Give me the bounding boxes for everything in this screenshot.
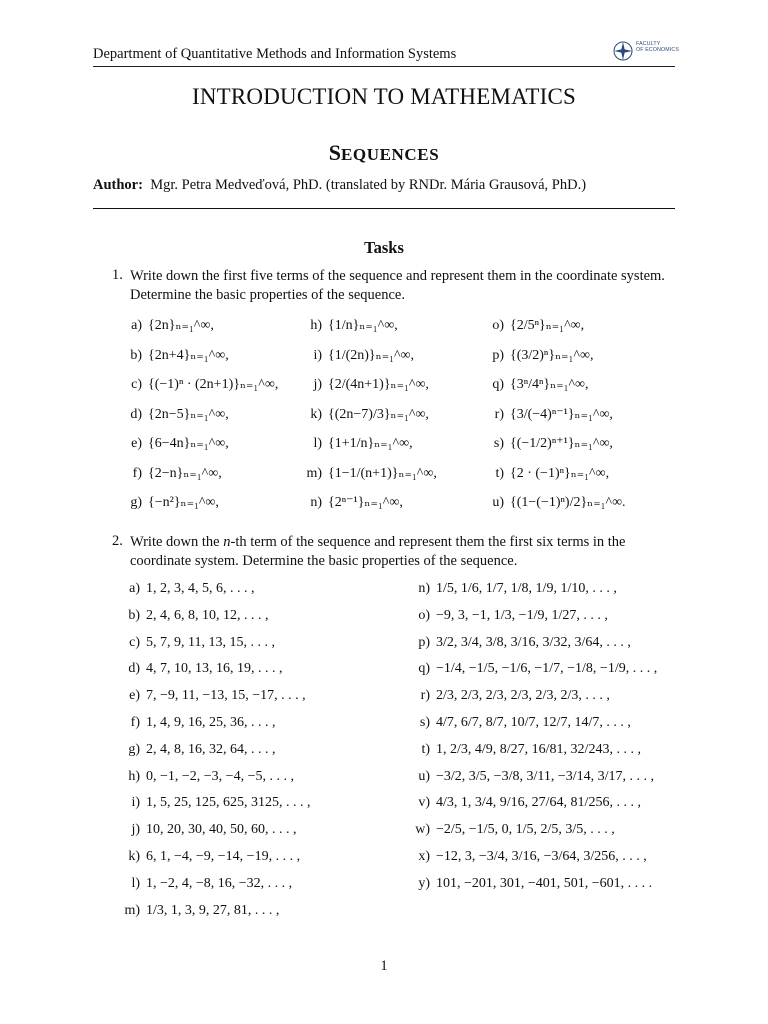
task-2-item-expression: −9, 3, −1, 1/3, −1/9, 1/27, . . . ,: [436, 607, 608, 623]
task-1-item: [116, 463, 222, 485]
task-2-item: [406, 846, 647, 868]
task-1-item-expression: {1/n}ₙ₌₁^∞,: [328, 318, 398, 333]
task-1-item-label: f): [132, 465, 142, 481]
task-2-item-label: w): [415, 822, 430, 838]
task-1-item: [116, 404, 229, 426]
task-1-item-label: i): [313, 347, 322, 363]
task-1-number: 1.: [112, 267, 123, 283]
task-2-item-label: g): [128, 741, 140, 757]
task-1-item: [478, 345, 593, 367]
task-1-item: [116, 374, 278, 396]
task-2-item: [116, 819, 297, 841]
task-2-item-expression: 4/7, 6/7, 8/7, 10/7, 12/7, 14/7, . . . ,: [436, 715, 631, 730]
task-1-item: [296, 404, 429, 426]
task-2-item-label: j): [131, 822, 140, 838]
faculty-logo: [612, 40, 692, 66]
task-1-item-expression: {2ⁿ⁻¹}ₙ₌₁^∞,: [328, 495, 403, 510]
task-1-item-expression: {(3/2)ⁿ}ₙ₌₁^∞,: [510, 347, 594, 363]
task-2-item-expression: 2, 4, 6, 8, 10, 12, . . . ,: [146, 607, 269, 623]
task-1-item: [296, 374, 429, 396]
task-2-item: [116, 658, 283, 680]
author-label: Author:: [93, 177, 143, 193]
task-2-item-label: m): [124, 902, 140, 918]
section-title-rest: EQUENCES: [340, 145, 440, 164]
task-2-item: [116, 578, 255, 600]
task-1-item-label: u): [492, 495, 504, 510]
task-2-item: [406, 819, 615, 841]
task-1-item-expression: {(−1)ⁿ · (2n+1)}ₙ₌₁^∞,: [148, 377, 279, 392]
task-1-text: Write down the first five terms of the sequence and represent them in the coordinate system. Determine the basic properties of the sequence.: [130, 268, 665, 303]
task-2-item-expression: 1, 2/3, 4/9, 8/27, 16/81, 32/243, . . . ,: [436, 741, 641, 757]
task-1-item-label: r): [494, 406, 504, 422]
task-1-item: [478, 463, 609, 485]
task-2-item: [116, 605, 269, 627]
task-2-item: [116, 873, 292, 895]
task-2-item-expression: −2/5, −1/5, 0, 1/5, 2/5, 3/5, . . . ,: [436, 822, 615, 838]
task-1-item-label: g): [130, 495, 142, 510]
logo-line-2: OF ECONOMICS: [636, 47, 680, 53]
section-title: [93, 140, 675, 166]
task-2-text-before: Write down the: [130, 534, 224, 550]
task-2-item: [116, 846, 300, 868]
task-1-item-expression: {3/(−4)ⁿ⁻¹}ₙ₌₁^∞,: [510, 406, 613, 422]
task-1-item-expression: {(1−(−1)ⁿ)/2}ₙ₌₁^∞.: [510, 495, 626, 510]
task-2-item-expression: −3/2, 3/5, −3/8, 3/11, −3/14, 3/17, . . . ,: [436, 768, 655, 784]
task-2-item-label: n): [418, 581, 430, 596]
task-1-item: [478, 374, 589, 396]
task-2-item-label: k): [128, 849, 140, 864]
task-2-item-label: v): [418, 795, 430, 811]
task-1-item-label: b): [130, 347, 142, 363]
task-2-item: [406, 578, 617, 600]
task-2-item: [116, 632, 275, 654]
task-1-item: [296, 463, 437, 485]
task-2-item: [116, 900, 279, 922]
task-2-item-expression: 4/3, 1, 3/4, 9/16, 27/64, 81/256, . . . ,: [436, 795, 641, 811]
task-2-item-label: d): [128, 661, 140, 677]
task-1-item-expression: {2/(4n+1)}ₙ₌₁^∞,: [328, 377, 429, 392]
compass-icon: [612, 40, 634, 62]
task-1-item-label: j): [313, 377, 322, 392]
task-2-text-after: -th term of the sequence and represent them the first six terms in the coordinate system. Determine the basic properties of the sequence.: [130, 534, 626, 569]
task-2-item: [116, 792, 311, 814]
task-2-item-label: o): [418, 607, 430, 623]
task-1-item-label: o): [492, 318, 504, 333]
task-1-item-expression: {2−n}ₙ₌₁^∞,: [148, 465, 222, 481]
task-2-item-expression: −1/4, −1/5, −1/6, −1/7, −1/8, −1/9, . . . ,: [436, 661, 658, 677]
task-2-item-label: t): [421, 741, 430, 757]
task-2-item-expression: 1, 5, 25, 125, 625, 3125, . . . ,: [146, 795, 311, 811]
task-1-item: [478, 404, 613, 426]
task-1-item: [116, 492, 219, 514]
task-2-item-expression: 1, 2, 3, 4, 5, 6, . . . ,: [146, 581, 255, 596]
task-1-item: [478, 315, 584, 337]
task-1-item-expression: {1−1/(n+1)}ₙ₌₁^∞,: [328, 465, 437, 481]
task-1-item-expression: {2n}ₙ₌₁^∞,: [148, 318, 214, 333]
header-department: Department of Quantitative Methods and Information Systems: [93, 46, 457, 62]
task-2-item: [406, 605, 608, 627]
task-2-item: [406, 766, 654, 788]
task-2-item-expression: 1, −2, 4, −8, 16, −32, . . . ,: [146, 875, 293, 891]
author-text: Mgr. Petra Medveďová, PhD. (translated by RNDr. Mária Grausová, PhD.): [150, 177, 587, 193]
author-line: [93, 177, 586, 194]
section-title-initial: S: [328, 140, 341, 165]
task-1-item-expression: {6−4n}ₙ₌₁^∞,: [148, 436, 229, 451]
task-1-item-expression: {3ⁿ/4ⁿ}ₙ₌₁^∞,: [510, 377, 589, 392]
task-2-item-expression: 4, 7, 10, 13, 16, 19, . . . ,: [146, 661, 283, 677]
task-2-item-label: a): [129, 581, 140, 596]
task-1-item-expression: {−n²}ₙ₌₁^∞,: [148, 495, 219, 510]
page-number: 1: [380, 958, 388, 974]
task-1-item-label: h): [310, 318, 322, 333]
task-1-item-label: n): [310, 495, 322, 510]
task-2-item-label: r): [420, 688, 430, 704]
task-2-item-label: q): [418, 661, 430, 677]
task-2-item: [406, 739, 641, 761]
task-1-item-expression: {2n+4}ₙ₌₁^∞,: [148, 347, 229, 363]
task-2-item-label: e): [129, 688, 140, 704]
tasks-heading: Tasks: [364, 238, 404, 257]
task-1-item-label: e): [131, 436, 142, 451]
task-2-text: [130, 533, 677, 570]
task-2-item-label: f): [130, 715, 140, 730]
task-2-item-expression: 1/3, 1, 3, 9, 27, 81, . . . ,: [146, 902, 280, 918]
task-1-item-label: c): [131, 377, 142, 392]
task-2-item-expression: 2/3, 2/3, 2/3, 2/3, 2/3, 2/3, . . . ,: [436, 688, 610, 704]
task-2-item-label: h): [128, 768, 140, 784]
task-2-item-label: c): [129, 634, 140, 650]
task-2-item-expression: 1/5, 1/6, 1/7, 1/8, 1/9, 1/10, . . . ,: [436, 581, 617, 596]
task-2-item-label: i): [131, 795, 140, 811]
task-2-text-n: n: [223, 534, 231, 550]
task-2-item-expression: 2, 4, 8, 16, 32, 64, . . . ,: [146, 741, 276, 757]
task-2-item-expression: 7, −9, 11, −13, 15, −17, . . . ,: [146, 688, 306, 704]
task-1-item: [296, 345, 414, 367]
task-1-item-label: l): [313, 436, 322, 451]
task-1-item-label: s): [493, 436, 504, 451]
page-title: INTRODUCTION TO MATHEMATICS: [191, 84, 577, 109]
task-2-item: [406, 632, 631, 654]
task-2-item-label: l): [131, 875, 140, 891]
task-2-item-expression: 3/2, 3/4, 3/8, 3/16, 3/32, 3/64, . . . ,: [436, 634, 631, 650]
task-1-item-expression: {1+1/n}ₙ₌₁^∞,: [328, 436, 413, 451]
task-1-item: [296, 315, 398, 337]
task-2-item: [116, 739, 276, 761]
logo-line-1: FACULTY: [636, 41, 661, 47]
task-1-item-expression: {1/(2n)}ₙ₌₁^∞,: [328, 347, 415, 363]
task-2-item-label: u): [418, 768, 430, 784]
task-1-item-expression: {(2n−7)/3}ₙ₌₁^∞,: [328, 406, 429, 422]
task-2-number: 2.: [112, 533, 123, 549]
task-1-item-label: q): [492, 377, 504, 392]
task-1-item-expression: {2/5ⁿ}ₙ₌₁^∞,: [510, 318, 585, 333]
task-2-item-expression: 6, 1, −4, −9, −14, −19, . . . ,: [146, 849, 301, 864]
task-2-item-expression: 1, 4, 9, 16, 25, 36, . . . ,: [146, 715, 276, 730]
task-1-item-label: a): [131, 318, 142, 333]
task-1-item: [296, 492, 403, 514]
task-1-item-expression: {2 · (−1)ⁿ}ₙ₌₁^∞,: [510, 465, 610, 481]
task-1-item: [116, 345, 229, 367]
task-1-item: [116, 433, 229, 455]
task-1-item-label: m): [306, 465, 322, 481]
task-2-item-label: s): [419, 715, 430, 730]
task-1-item: [116, 315, 214, 337]
task-2-item-label: p): [418, 634, 430, 650]
task-2-item-expression: 101, −201, 301, −401, 501, −601, . . . .: [436, 875, 653, 891]
task-2-item: [116, 685, 306, 707]
task-1-item-label: d): [130, 406, 142, 422]
task-2-item-expression: 0, −1, −2, −3, −4, −5, . . . ,: [146, 768, 294, 784]
task-2-item: [406, 658, 657, 680]
task-2-item-label: x): [418, 849, 430, 864]
task-2-item-label: y): [418, 875, 430, 891]
task-1-item: [478, 492, 626, 514]
task-1-item-expression: {(−1/2)ⁿ⁺¹}ₙ₌₁^∞,: [510, 436, 613, 451]
task-1-item: [296, 433, 413, 455]
task-2-item: [406, 873, 652, 895]
task-2-item: [116, 766, 294, 788]
task-2-item: [406, 792, 641, 814]
task-2-item-label: b): [128, 607, 140, 623]
task-2-item: [116, 712, 276, 734]
task-1-item: [478, 433, 613, 455]
task-1-item-expression: {2n−5}ₙ₌₁^∞,: [148, 406, 229, 422]
task-1-item-label: k): [310, 406, 322, 422]
header-rule: [93, 66, 675, 67]
task-2-item-expression: 5, 7, 9, 11, 13, 15, . . . ,: [146, 634, 275, 650]
task-2-item-expression: −12, 3, −3/4, 3/16, −3/64, 3/256, . . . ,: [436, 849, 647, 864]
task-1-item-label: t): [495, 465, 504, 481]
task-2-item: [406, 685, 610, 707]
task-2-item: [406, 712, 631, 734]
separator-rule: [93, 208, 675, 209]
task-1-item-label: p): [492, 347, 504, 363]
task-2-item-expression: 10, 20, 30, 40, 50, 60, . . . ,: [146, 822, 297, 838]
